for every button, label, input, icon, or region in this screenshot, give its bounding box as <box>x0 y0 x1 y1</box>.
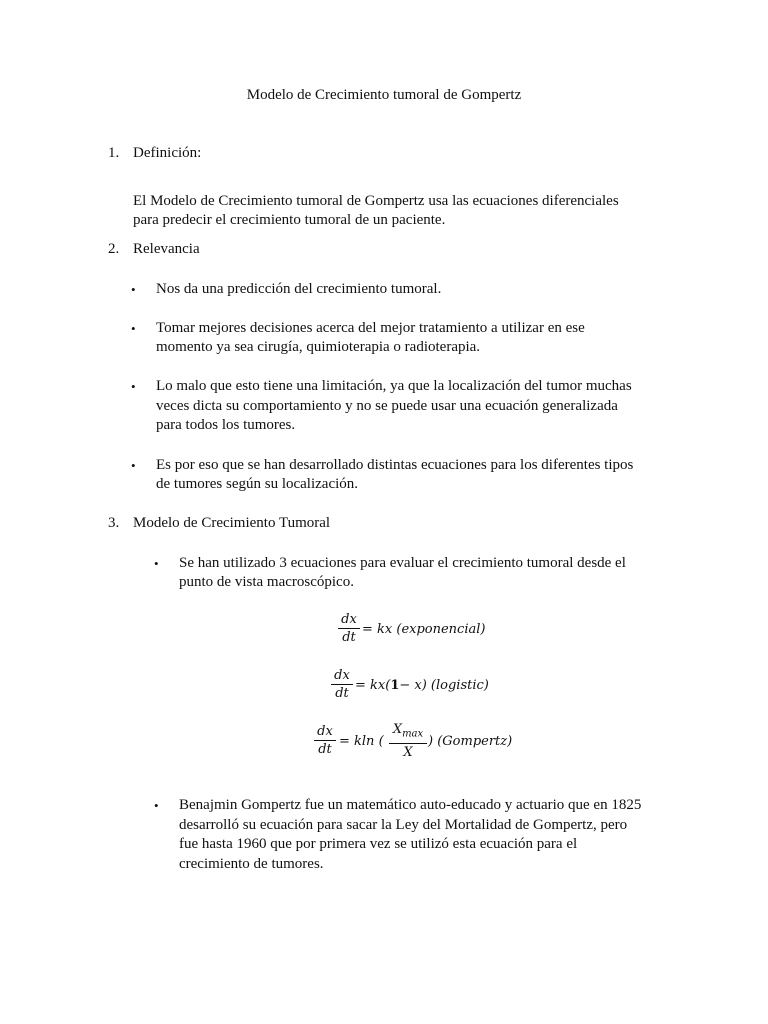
equation-3-inner-subscript: max <box>402 728 424 740</box>
bullet-icon: • <box>131 379 136 394</box>
bullet-icon: • <box>154 556 159 571</box>
equation-3-rhs-b: ) (Gompertz) <box>428 734 513 749</box>
equation-3-fraction <box>314 724 336 757</box>
bullet-icon: • <box>131 321 136 336</box>
model-bullet-2-line-4: crecimiento de tumores. <box>179 856 324 872</box>
equation-2-fraction <box>331 668 353 701</box>
model-bullet-1-line-1: Se han utilizado 3 ecuaciones para evaluar el crecimiento tumoral desde el <box>179 555 626 571</box>
equation-3-rhs-a: = kln ( <box>339 734 384 749</box>
relevance-bullet-3-line-2: veces dicta su comportamiento y no se puede usar una ecuación generalizada <box>156 398 618 414</box>
model-bullet-2-line-2: desarrolló su ecuación para sacar la Ley del Mortalidad de Gompertz, pero <box>179 817 628 833</box>
model-bullet-2-line-1: Benajmin Gompertz fue un matemático auto-educado y actuario que en 1825 <box>179 797 642 813</box>
equation-2-rhs-a: = kx( <box>355 678 391 693</box>
equation-1-denominator: dt <box>342 630 356 645</box>
equation-3-inner-numerator: X <box>392 722 403 737</box>
relevance-bullet-3-line-1: Lo malo que esto tiene una limitación, ya que la localización del tumor muchas <box>156 378 632 394</box>
equation-2-rhs-b: − x) (logistic) <box>399 678 489 693</box>
equation-2-one: 1 <box>390 678 400 693</box>
bullet-icon: • <box>131 282 136 297</box>
section-2-number: 2. <box>108 241 120 257</box>
equation-2-denominator: dt <box>335 686 349 701</box>
relevance-bullet-4-line-1: Es por eso que se han desarrollado distintas ecuaciones para los diferentes tipos <box>156 457 634 473</box>
relevance-bullet-4-line-2: de tumores según su localización. <box>156 476 359 492</box>
section-1-paragraph-line-1: El Modelo de Crecimiento tumoral de Gompertz usa las ecuaciones diferenciales <box>133 193 619 209</box>
relevance-bullet-1: Nos da una predicción del crecimiento tumoral. <box>156 281 442 297</box>
section-3-heading: Modelo de Crecimiento Tumoral <box>133 515 331 531</box>
bullet-icon: • <box>154 798 159 813</box>
equation-3-numerator: dx <box>317 724 333 739</box>
section-3-number: 3. <box>108 515 120 531</box>
equation-1-fraction <box>338 612 360 645</box>
section-1-number: 1. <box>108 145 120 161</box>
relevance-bullet-2-line-2: momento ya sea cirugía, quimioterapia o radioterapia. <box>156 339 481 355</box>
equation-3-denominator: dt <box>318 742 332 757</box>
model-bullet-2-line-3: fue hasta 1960 que por primera vez se utilizó esta ecuación para el <box>179 836 578 852</box>
equation-3-inner-denominator: X <box>403 744 413 760</box>
equation-1-rhs: = kx (exponencial) <box>362 622 486 637</box>
relevance-bullet-2-line-1: Tomar mejores decisiones acerca del mejor tratamiento a utilizar en ese <box>156 320 585 336</box>
section-1-heading: Definición: <box>133 145 202 161</box>
equation-3-inner-fraction <box>389 722 427 760</box>
equation-2-rhs <box>355 678 489 694</box>
model-bullet-1-line-2: punto de vista macroscópico. <box>179 574 354 590</box>
bullet-icon: • <box>131 458 136 473</box>
section-2-heading: Relevancia <box>133 241 200 257</box>
equation-2-numerator: dx <box>334 668 350 683</box>
document-title: Modelo de Crecimiento tumoral de Gompertz <box>246 87 522 103</box>
section-1-paragraph-line-2: para predecir el crecimiento tumoral de un paciente. <box>133 212 446 228</box>
equation-1-numerator: dx <box>341 612 357 627</box>
relevance-bullet-3-line-3: para todos los tumores. <box>156 417 296 433</box>
